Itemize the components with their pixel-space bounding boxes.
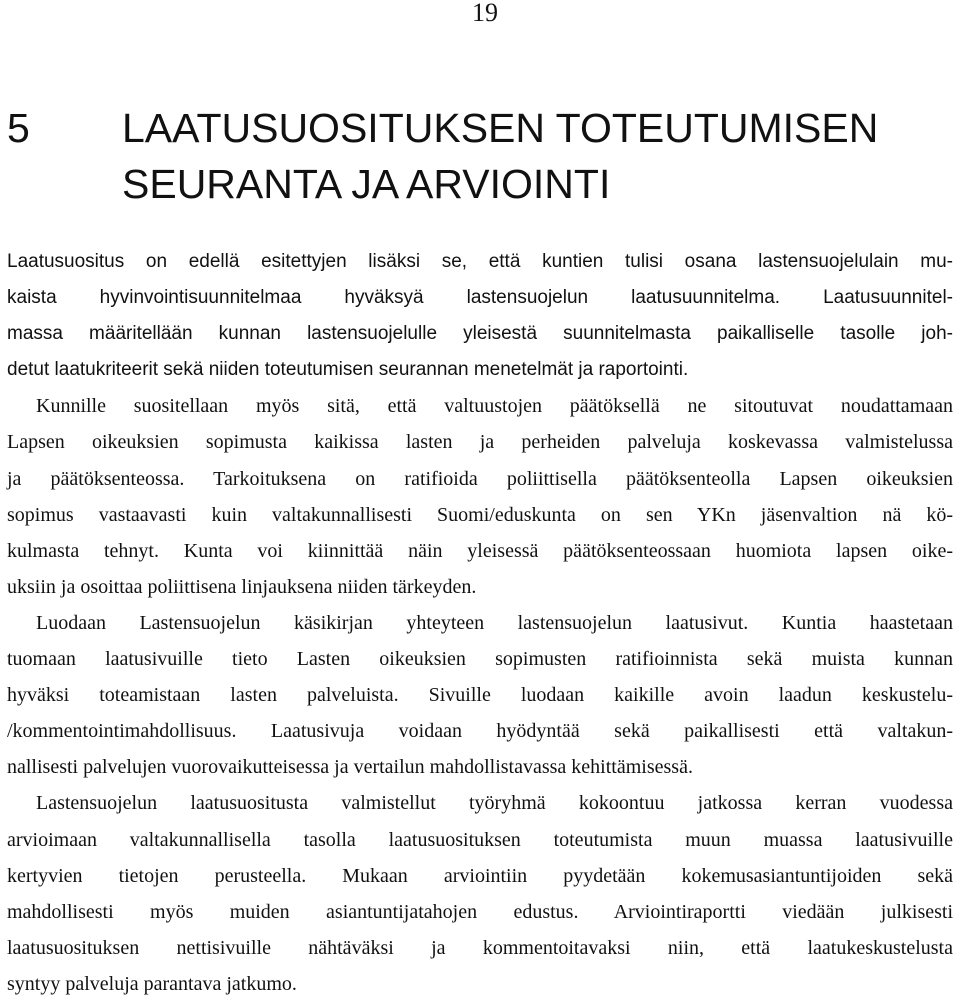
body-line: mahdollisesti myös muiden asiantuntijatahojen edustus. Arviointiraportti viedään julkisesti (7, 900, 953, 923)
body-line: kertyvien tietojen perusteella. Mukaan arviointiin pyydetään kokemusasiantuntijoiden sekä (7, 864, 953, 887)
chapter-title (122, 100, 952, 212)
body-line: Lapsen oikeuksien sopimusta kaikissa lasten ja perheiden palveluja koskevassa valmistelussa (7, 431, 953, 454)
body-line: /kommentointimahdollisuus. Laatusivuja voidaan hyödyntää sekä paikallisesti että valtakun- (7, 720, 953, 743)
body-line: Lastensuojelun laatusuositusta valmistellut työryhmä kokoontuu jatkossa kerran vuodessa (36, 792, 953, 815)
body-line: hyväksi toteamistaan lasten palveluista. Sivuille luodaan kaikille avoin laadun keskustelu- (7, 684, 953, 707)
body-line: kaista hyvinvointisuunnitelmaa hyväksyä lastensuojelun laatusuunnitelma. Laatusuunnitel- (7, 287, 953, 309)
body-line: uksiin ja osoittaa poliittisena linjauksena niiden tärkeyden. (7, 575, 477, 598)
body-line: Laatusuositus on edellä esitettyjen lisäksi se, että kuntien tulisi osana lastensuojelulain mu- (7, 251, 953, 272)
body-line: Kunnille suositellaan myös sitä, että valtuustojen päätöksellä ne sitoutuvat noudattamaan (36, 395, 953, 418)
body-line: detut laatukriteerit sekä niiden toteutumisen seurannan menetelmät ja raportointi. (7, 359, 689, 381)
body-line: nallisesti palvelujen vuorovaikutteisessa ja vertailun mahdollistavassa kehittämisessä. (7, 756, 693, 779)
body-line: ja päätöksenteossa. Tarkoituksena on ratifioida poliittisella päätöksenteolla Lapsen oikeuksien (7, 467, 953, 490)
chapter-title-line-2: SEURANTA JA ARVIOINTI (122, 161, 611, 207)
body-line: kulmasta tehnyt. Kunta voi kiinnittää näin yleisessä päätöksenteossaan huomiota lapsen oike- (7, 539, 953, 562)
chapter-title-line-1: LAATUSUOSITUKSEN TOTEUTUMISEN (122, 105, 879, 151)
body-line: tuomaan laatusivuille tieto Lasten oikeuksien sopimusten ratifioinnista sekä muista kunnan (7, 648, 953, 671)
body-line: arvioimaan valtakunnallisella tasolla laatusuosituksen toteutumista muun muassa laatusivuille (7, 828, 953, 851)
body-line: syntyy palveluja parantava jatkumo. (7, 972, 297, 995)
page-number: 19 (472, 0, 498, 27)
body-text (7, 244, 953, 1002)
body-line: sopimus vastaavasti kuin valtakunnallisesti Suomi/eduskunta on sen YKn jäsenvaltion nä kö- (7, 503, 953, 526)
body-line: massa määritellään kunnan lastensuojelulle yleisestä suunnitelmasta paikalliselle tasolle joh- (7, 323, 953, 345)
body-line: Luodaan Lastensuojelun käsikirjan yhteyteen lastensuojelun laatusivut. Kuntia haastetaan (36, 611, 953, 634)
chapter-number: 5 (7, 105, 30, 151)
body-line: laatusuosituksen nettisivuille nähtäväksi ja kommentoitavaksi niin, että laatukeskustelusta (7, 936, 953, 959)
